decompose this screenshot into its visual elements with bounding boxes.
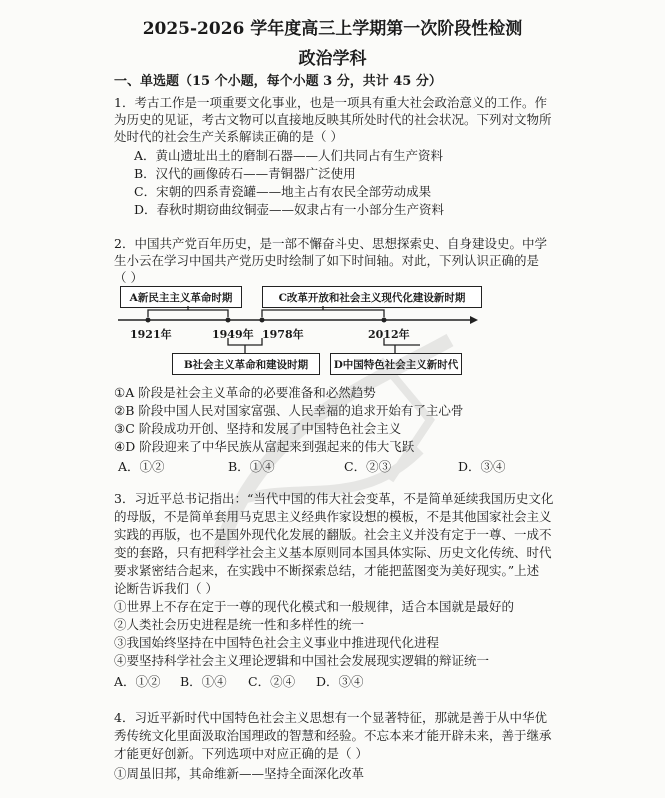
q1-line: 为历史的见证，考古文物可以直接地反映其所处时代的社会状况。下列对文物所: [114, 112, 552, 127]
q1-line: 处时代的社会生产关系解读正确的是（ ）: [114, 129, 343, 144]
q2-line: 生小云在学习中国共产党历史时绘制了如下时间轴。对此，下列认识正确的是: [114, 253, 540, 268]
timeline-box-b: B社会主义革命和建设时期: [172, 353, 320, 375]
q2-statement: ②B 阶段中国人民对国家富强、人民幸福的追求开始有了主心骨: [114, 403, 464, 418]
q4-line: 秀传统文化里面汲取治国理政的智慧和经验。不忘本来才能开辟未来，善于继承: [114, 728, 552, 743]
q3-choice: B．①④: [180, 674, 227, 689]
q2-statement: ③C 阶段成功开创、坚持和发展了中国特色社会主义: [114, 421, 402, 436]
timeline-year: 1978年: [262, 328, 304, 341]
q2-line: 2．中国共产党百年历史，是一部不懈奋斗史、思想探索史、自身建设史。中学: [114, 236, 547, 251]
q1-option: D．春秋时期窃曲纹铜壶——奴隶占有一小部分生产资料: [134, 202, 445, 217]
q3-line: 3．习近平总书记指出：“当代中国的伟大社会变革，不是简单延续我国历史文化: [114, 491, 554, 506]
q2-line: （ ）: [114, 270, 143, 285]
q1-option: C．宋朝的四系青瓷罐——地主占有农民全部劳动成果: [134, 184, 432, 199]
q3-line: 的母版，不是简单套用马克思主义经典作家设想的模板，不是其他国家社会主义: [114, 509, 552, 524]
subject-title: 政治学科: [298, 49, 367, 69]
timeline-year: 1921年: [130, 328, 172, 341]
q3-line: 变的套路，只有把科学社会主义基本原则同本国具体实际、历史文化传统、时代: [114, 545, 552, 560]
timeline-box-c: C改革开放和社会主义现代化建设新时期: [262, 286, 482, 308]
q1-line: 1．考古工作是一项重要文化事业，也是一项具有重大社会政治意义的工作。作: [114, 95, 547, 110]
q1-option: A．黄山遗址出土的磨制石器——人们共同占有生产资料: [134, 148, 444, 163]
q2-choice: B．①④: [228, 459, 275, 474]
timeline-year: 1949年: [212, 328, 254, 341]
q4-statement: ①周虽旧邦，其命维新——坚持全面深化改革: [114, 766, 365, 781]
section-heading: 一、单选题（15 个小题，每个小题 3 分，共计 45 分）: [114, 74, 442, 89]
q2-choice: C．②③: [344, 459, 392, 474]
q3-statement: ①世界上不存在定于一尊的现代化模式和一般规律，适合本国就是最好的: [114, 599, 515, 614]
q3-line: 论断告诉我们（ ）: [114, 581, 218, 596]
timeline-year: 2012年: [368, 328, 410, 341]
q2-statement: ①A 阶段是社会主义革命的必要准备和必然趋势: [114, 385, 376, 400]
q2-choice: A．①②: [118, 459, 165, 474]
q3-choice: D．③④: [316, 674, 364, 689]
q3-choice: C．②④: [248, 674, 296, 689]
q3-statement: ④要坚持科学社会主义理论逻辑和中国社会发展现实逻辑的辩证统一: [114, 653, 490, 668]
q3-line: 要求紧密结合起来，在实践中不断探索总结，才能把蓝图变为美好现实。”上述: [114, 563, 540, 578]
timeline-box-a: A新民主主义革命时期: [120, 286, 242, 308]
timeline-box-d: D中国特色社会主义新时代: [330, 353, 462, 375]
exam-title: 2025-2026 学年度高三上学期第一次阶段性检测: [142, 19, 523, 39]
q4-line: 4．习近平新时代中国特色社会主义思想有一个显著特征，那就是善于从中华优: [114, 710, 547, 725]
q2-statement: ④D 阶段迎来了中华民族从富起来到强起来的伟大飞跃: [114, 439, 415, 454]
q1-option: B．汉代的画像砖石——青铜器广泛使用: [134, 166, 356, 181]
q3-choice: A．①②: [114, 674, 161, 689]
q3-statement: ②人类社会历史进程是统一性和多样性的统一: [114, 617, 365, 632]
q3-line: 实践的再版，也不是国外现代化发展的翻版。社会主义并没有定于一尊、一成不: [114, 527, 552, 542]
q4-line: 才能更好创新。下列选项中对应正确的是（ ）: [114, 746, 368, 761]
q2-choice: D．③④: [458, 459, 506, 474]
q3-statement: ③我国始终坚持在中国特色社会主义事业中推进现代化进程: [114, 635, 440, 650]
